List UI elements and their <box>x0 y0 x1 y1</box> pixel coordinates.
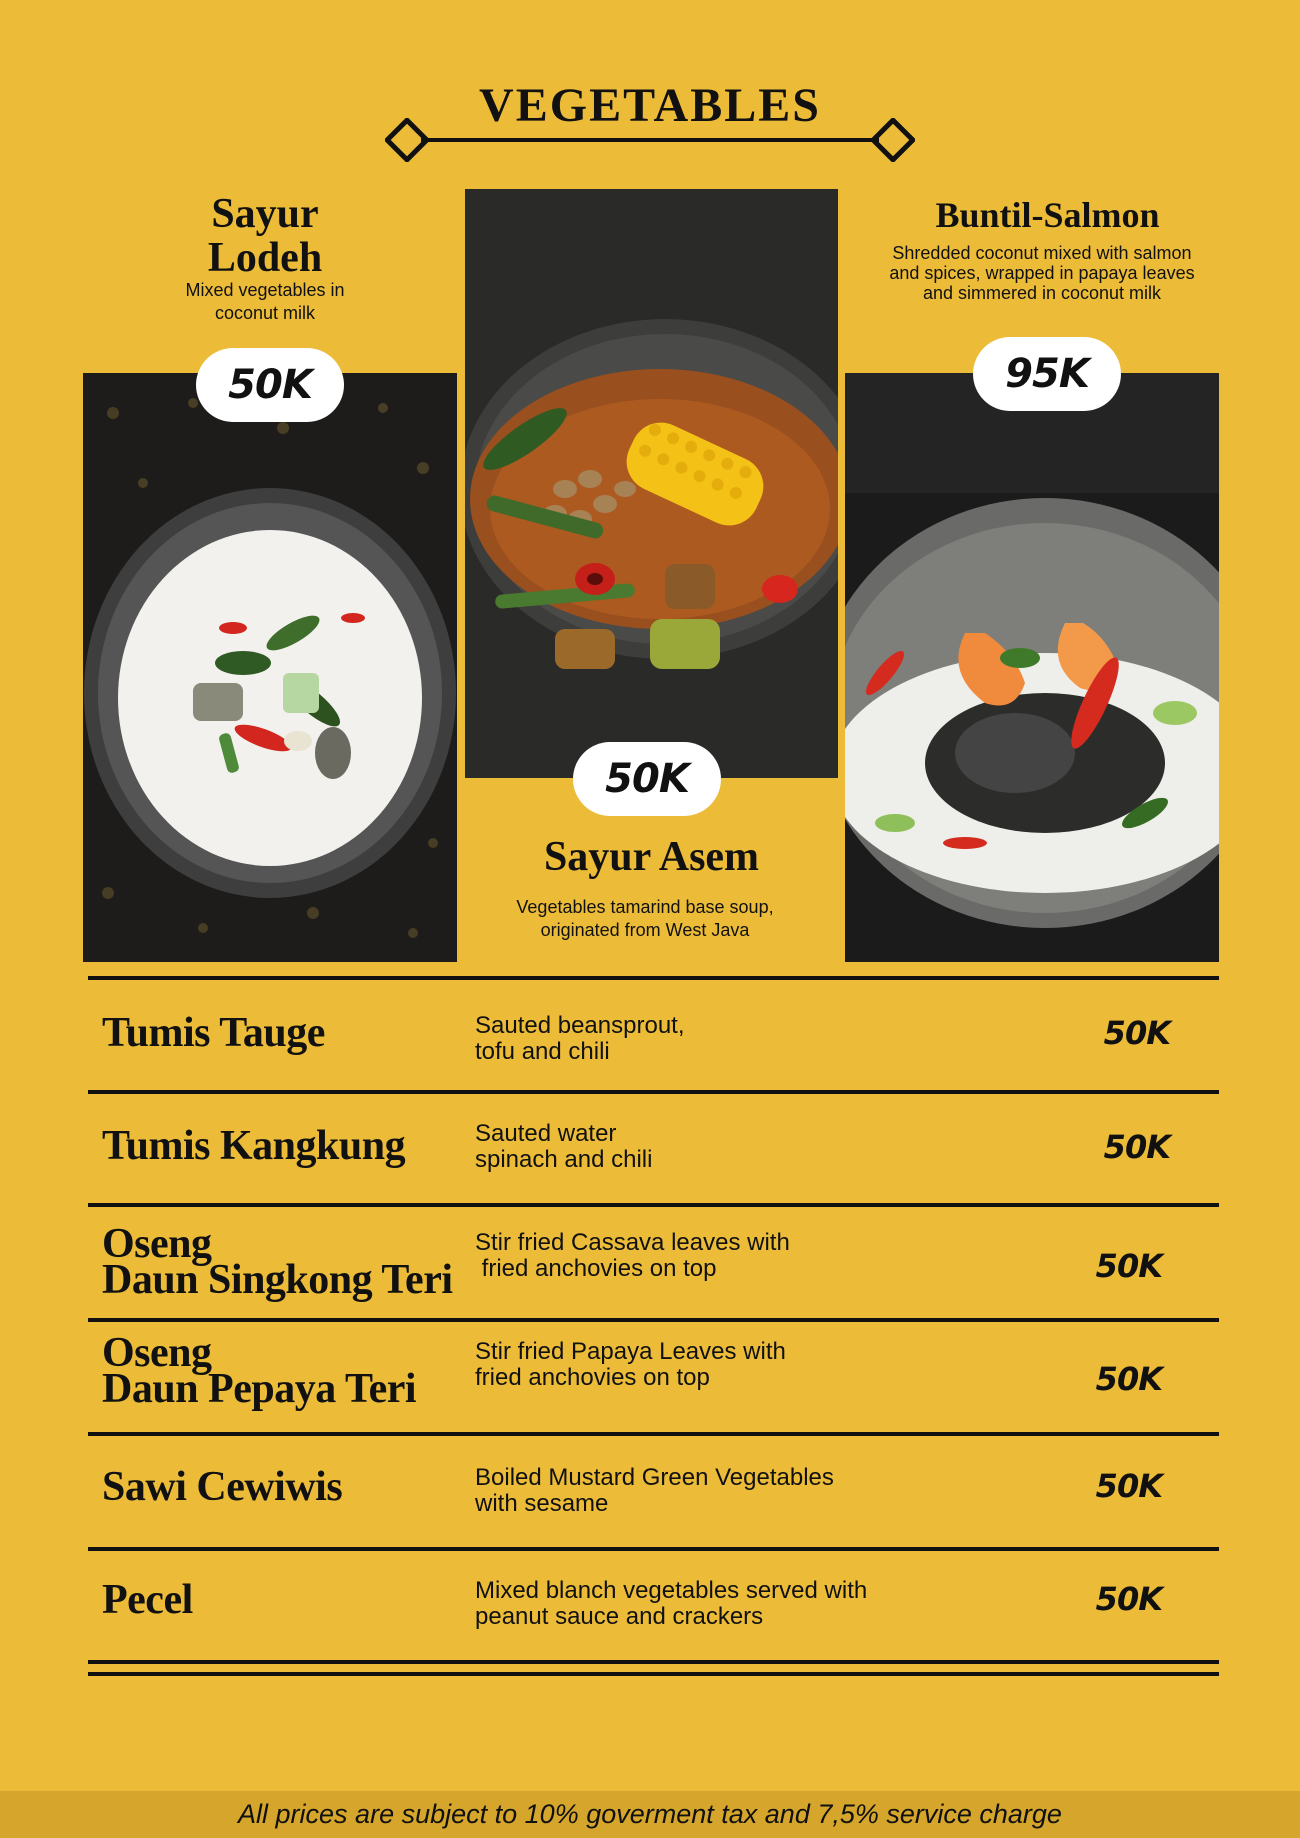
divider-rule <box>88 1318 1219 1322</box>
price-badge-sayur-asem: 50K <box>573 742 721 816</box>
divider-rule <box>88 976 1219 980</box>
photo-buntil-salmon <box>845 373 1219 962</box>
featured-name-buntil-salmon: Buntil-Salmon <box>935 195 1160 235</box>
divider-rule <box>88 1547 1219 1551</box>
list-item-name: Sawi Cewiwis <box>102 1464 343 1510</box>
featured-desc-sayur-lodeh: Mixed vegetables in coconut milk <box>185 280 345 323</box>
divider-rule <box>88 1203 1219 1207</box>
list-item-price: 50K <box>1095 1247 1162 1285</box>
price-badge-sayur-lodeh: 50K <box>196 348 344 422</box>
list-item-name: Oseng Daun Singkong Teri <box>102 1221 453 1303</box>
list-item-price: 50K <box>1103 1014 1170 1052</box>
list-item-price: 50K <box>1095 1467 1162 1505</box>
list-item-price: 50K <box>1095 1360 1162 1398</box>
tamarind-soup-bowl-icon <box>465 189 838 778</box>
list-item-name: Oseng Daun Pepaya Teri <box>102 1330 417 1412</box>
list-item-desc: Sauted water spinach and chili <box>475 1120 653 1173</box>
divider-rule <box>88 1432 1219 1436</box>
list-item-desc: Sauted beansprout, tofu and chili <box>475 1012 685 1065</box>
list-item-price: 50K <box>1095 1580 1162 1618</box>
footer-tax-note: All prices are subject to 10% goverment tax and 7,5% service charge <box>0 1791 1300 1838</box>
featured-desc-buntil-salmon: Shredded coconut mixed with salmon and spices, wrapped in papaya leaves and simmered in coconut milk <box>889 243 1195 303</box>
featured-name-sayur-lodeh: Sayur Lodeh <box>207 191 323 282</box>
title-ornament <box>385 118 915 162</box>
divider-rule <box>88 1660 1219 1664</box>
list-item-desc: Stir fried Papaya Leaves with fried anchovies on top <box>475 1338 786 1391</box>
list-item-name: Pecel <box>102 1577 193 1623</box>
coconut-vegetable-bowl-icon <box>83 373 457 962</box>
page-title: VEGETABLES <box>479 79 821 132</box>
photo-sayur-lodeh <box>83 373 457 962</box>
list-item-desc: Boiled Mustard Green Vegetables with sesame <box>475 1464 834 1517</box>
divider-rule <box>88 1090 1219 1094</box>
list-item-desc: Mixed blanch vegetables served with peanut sauce and crackers <box>475 1577 868 1630</box>
list-item-desc: Stir fried Cassava leaves with fried anchovies on top <box>475 1229 790 1282</box>
list-item-price: 50K <box>1103 1128 1170 1166</box>
featured-name-sayur-asem: Sayur Asem <box>543 834 760 880</box>
price-badge-buntil-salmon: 95K <box>973 337 1121 411</box>
shrimp-buntil-bowl-icon <box>845 373 1219 962</box>
list-item-name: Tumis Kangkung <box>102 1123 406 1169</box>
divider-rule <box>88 1672 1219 1676</box>
list-item-name: Tumis Tauge <box>102 1010 325 1056</box>
photo-sayur-asem <box>465 189 838 778</box>
featured-desc-sayur-asem: Vegetables tamarind base soup, originated from West Java <box>516 897 774 940</box>
